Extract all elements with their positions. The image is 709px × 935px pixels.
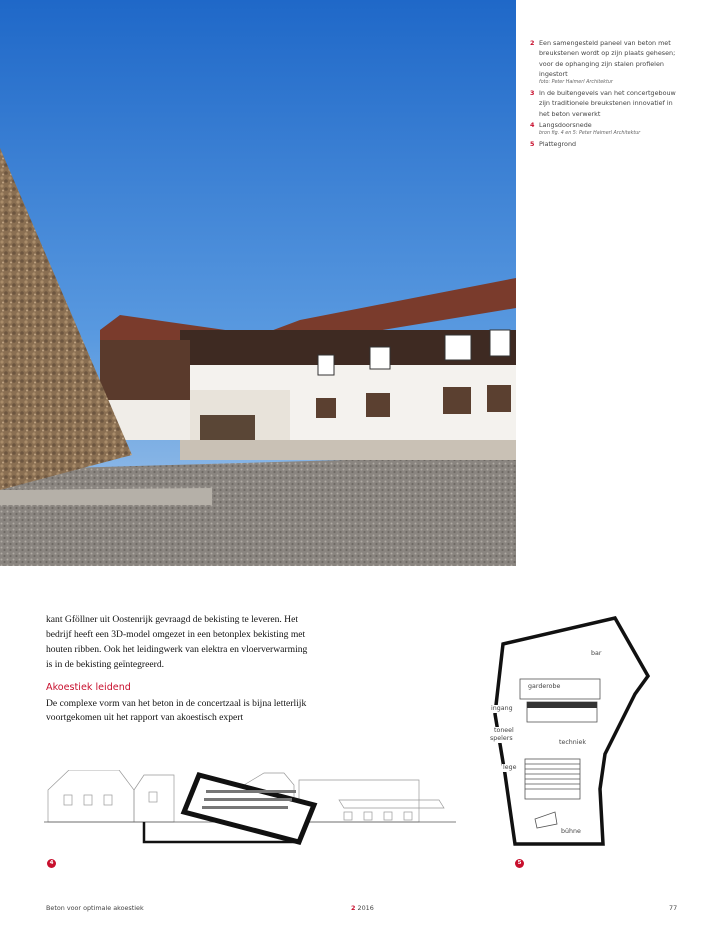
caption-number: 2 bbox=[530, 39, 535, 47]
plan-label-toneel: toneel bbox=[494, 727, 514, 734]
footer-title: Beton voor optimale akoestiek bbox=[46, 904, 144, 912]
plan-label-spelers: spelers bbox=[490, 735, 513, 742]
issue-year: 2016 bbox=[357, 904, 374, 912]
page-number: 77 bbox=[669, 904, 678, 912]
caption-item bbox=[530, 38, 680, 87]
caption-item bbox=[530, 139, 680, 149]
caption-text: Een samengesteld paneel van beton met breukstenen wordt op zijn plaats gehesen; voor de ophanging zijn stalen profielen ingestort bbox=[539, 39, 676, 78]
plan-label-bar: bar bbox=[591, 650, 602, 657]
caption-credit: foto: Peter Haimerl Architektur bbox=[539, 80, 613, 86]
caption-list bbox=[530, 38, 680, 151]
caption-text: Plattegrond bbox=[539, 140, 577, 149]
plan-label-ingang: ingang bbox=[491, 705, 513, 712]
article-body bbox=[46, 613, 316, 726]
body-paragraph: De complexe vorm van het beton in de concertzaal is bijna letterlijk voortgekomen uit het rapport van akoestisch expert bbox=[46, 697, 307, 724]
plan-label-techniek: techniek bbox=[559, 739, 587, 746]
caption-credit: bron fig. 4 en 5: Peter Haimerl Architektur bbox=[539, 131, 641, 137]
plan-label-lege: lege bbox=[503, 764, 517, 771]
figure-marker-5: 5 bbox=[515, 859, 524, 868]
plan-label-buhne: bühne bbox=[561, 828, 581, 835]
caption-number: 4 bbox=[530, 121, 535, 130]
section-heading: Akoestiek leidend bbox=[46, 681, 131, 693]
caption-item bbox=[530, 120, 680, 138]
caption-item bbox=[530, 88, 680, 119]
caption-text: Langsdoorsnede bbox=[539, 121, 592, 130]
caption-number: 5 bbox=[530, 140, 535, 149]
caption-text: In de buitengevels van het concertgebouw zijn traditionele breukstenen innovatief in het beton verwerkt bbox=[539, 89, 676, 118]
caption-number: 3 bbox=[530, 89, 535, 98]
issue-number: 2 bbox=[351, 904, 356, 912]
figure-marker-4: 4 bbox=[47, 859, 56, 868]
plan-label-garderobe: garderobe bbox=[528, 683, 561, 690]
concert-hall-photo bbox=[0, 0, 516, 566]
footer-issue bbox=[351, 904, 374, 912]
longitudinal-section-drawing bbox=[44, 770, 460, 852]
body-paragraph: kant Gföllner uit Oostenrijk gevraagd de bekisting te leveren. Het bedrijf heeft een 3D-model omgezet in een betonplex bekisting met houten ribben. Ook het leidingwerk van elektra en vloerverwarming is in de bekisting geïntegreerd. bbox=[46, 614, 308, 670]
